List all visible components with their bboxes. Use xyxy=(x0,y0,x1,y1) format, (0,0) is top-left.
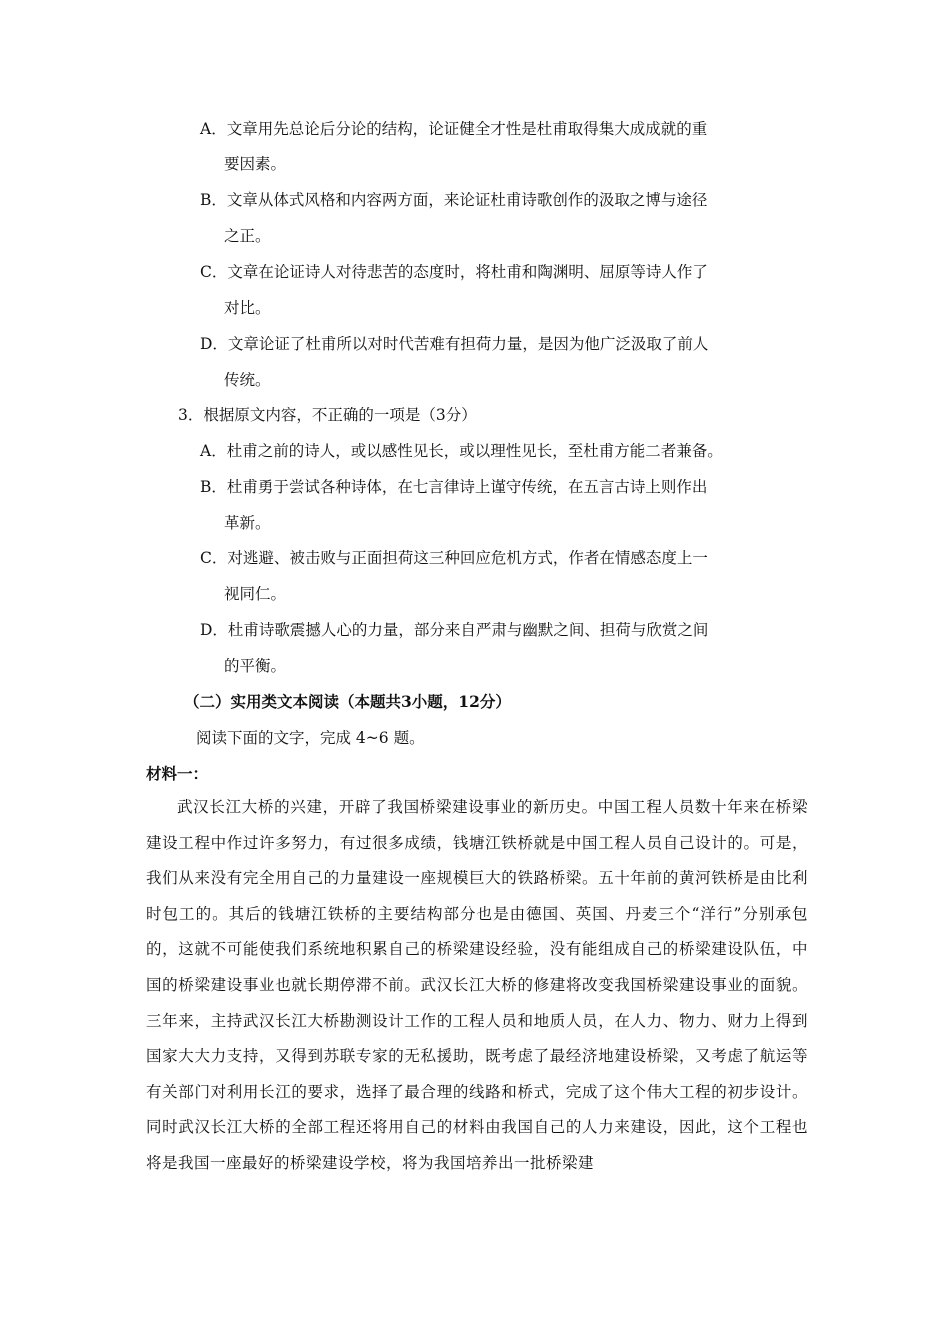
reading-instruction: 阅读下面的文字，完成 4~6 题。 xyxy=(196,729,425,747)
q2-option-d-line2: 传统。 xyxy=(224,371,271,389)
q2-option-b-line2: 之正。 xyxy=(224,227,271,245)
q2-option-b-line1: B．文章从体式风格和内容两方面，来论证杜甫诗歌创作的汲取之博与途径 xyxy=(200,191,708,209)
q2-option-c-line1: C．文章在论证诗人对待悲苦的态度时，将杜甫和陶渊明、屈原等诗人作了 xyxy=(200,263,708,281)
q2-option-a-line2: 要因素。 xyxy=(224,155,287,173)
q3-option-b-line1: B．杜甫勇于尝试各种诗体，在七言律诗上谨守传统，在五言古诗上则作出 xyxy=(200,478,708,496)
q2-option-c-line2: 对比。 xyxy=(224,299,271,317)
q3-stem: 3．根据原文内容，不正确的一项是（3分） xyxy=(178,406,477,424)
q3-option-a: A．杜甫之前的诗人，或以感性见长，或以理性见长，至杜甫方能二者兼备。 xyxy=(200,442,723,460)
material-label: 材料一： xyxy=(146,764,209,783)
q3-option-c-line1: C．对逃避、被击败与正面担荷这三种回应危机方式，作者在情感态度上一 xyxy=(200,549,708,567)
q3-option-d-line1: D．杜甫诗歌震撼人心的力量，部分来自严肃与幽默之间、担荷与欣赏之间 xyxy=(200,621,709,639)
q2-option-d-line1: D．文章论证了杜甫所以对时代苦难有担荷力量，是因为他广泛汲取了前人 xyxy=(200,335,709,353)
section-heading: （二）实用类文本阅读（本题共3小题，12分） xyxy=(184,692,511,711)
material-paragraph: 武汉长江大桥的兴建，开辟了我国桥梁建设事业的新历史。中国工程人员数十年来在桥梁建设工程中作过许多努力，有过很多成绩，钱塘江铁桥就是中国工程人员自己设计的。可是，我们从来没有完全用自己的力量建设一座规模巨大的铁路桥梁。五十年前的黄河铁桥是由比利时包工的。其后的钱塘江铁桥的主要结构部分也是由德国、英国、丹麦三个“洋行”分别承包的，这就不可能使我们系统地积累自己的桥梁建设经验，没有能组成自己的桥梁建设队伍，中国的桥梁建设事业也就长期停滞不前。武汉长江大桥的修建将改变我国桥梁建设事业的面貌。三年来，主持武汉长江大桥勘测设计工作的工程人员和地质人员，在人力、物力、财力上得到国家大大力支持，又得到苏联专家的无私援助，既考虑了最经济地建设桥梁，又考虑了航运等有关部门对利用长江的要求，选择了最合理的线路和桥式，完成了这个伟大工程的初步设计。同时武汉长江大桥的全部工程还将用自己的材料由我国自己的人力来建设，因此，这个工程也将是我国一座最好的桥梁建设学校，将为我国培养出一批桥梁建 xyxy=(146,798,808,1172)
q3-option-d-line2: 的平衡。 xyxy=(224,657,287,675)
q2-option-a-line1: A．文章用先总论后分论的结构，论证健全才性是杜甫取得集大成成就的重 xyxy=(200,120,708,138)
q3-option-c-line2: 视同仁。 xyxy=(224,585,287,603)
q3-option-b-line2: 革新。 xyxy=(224,514,271,532)
